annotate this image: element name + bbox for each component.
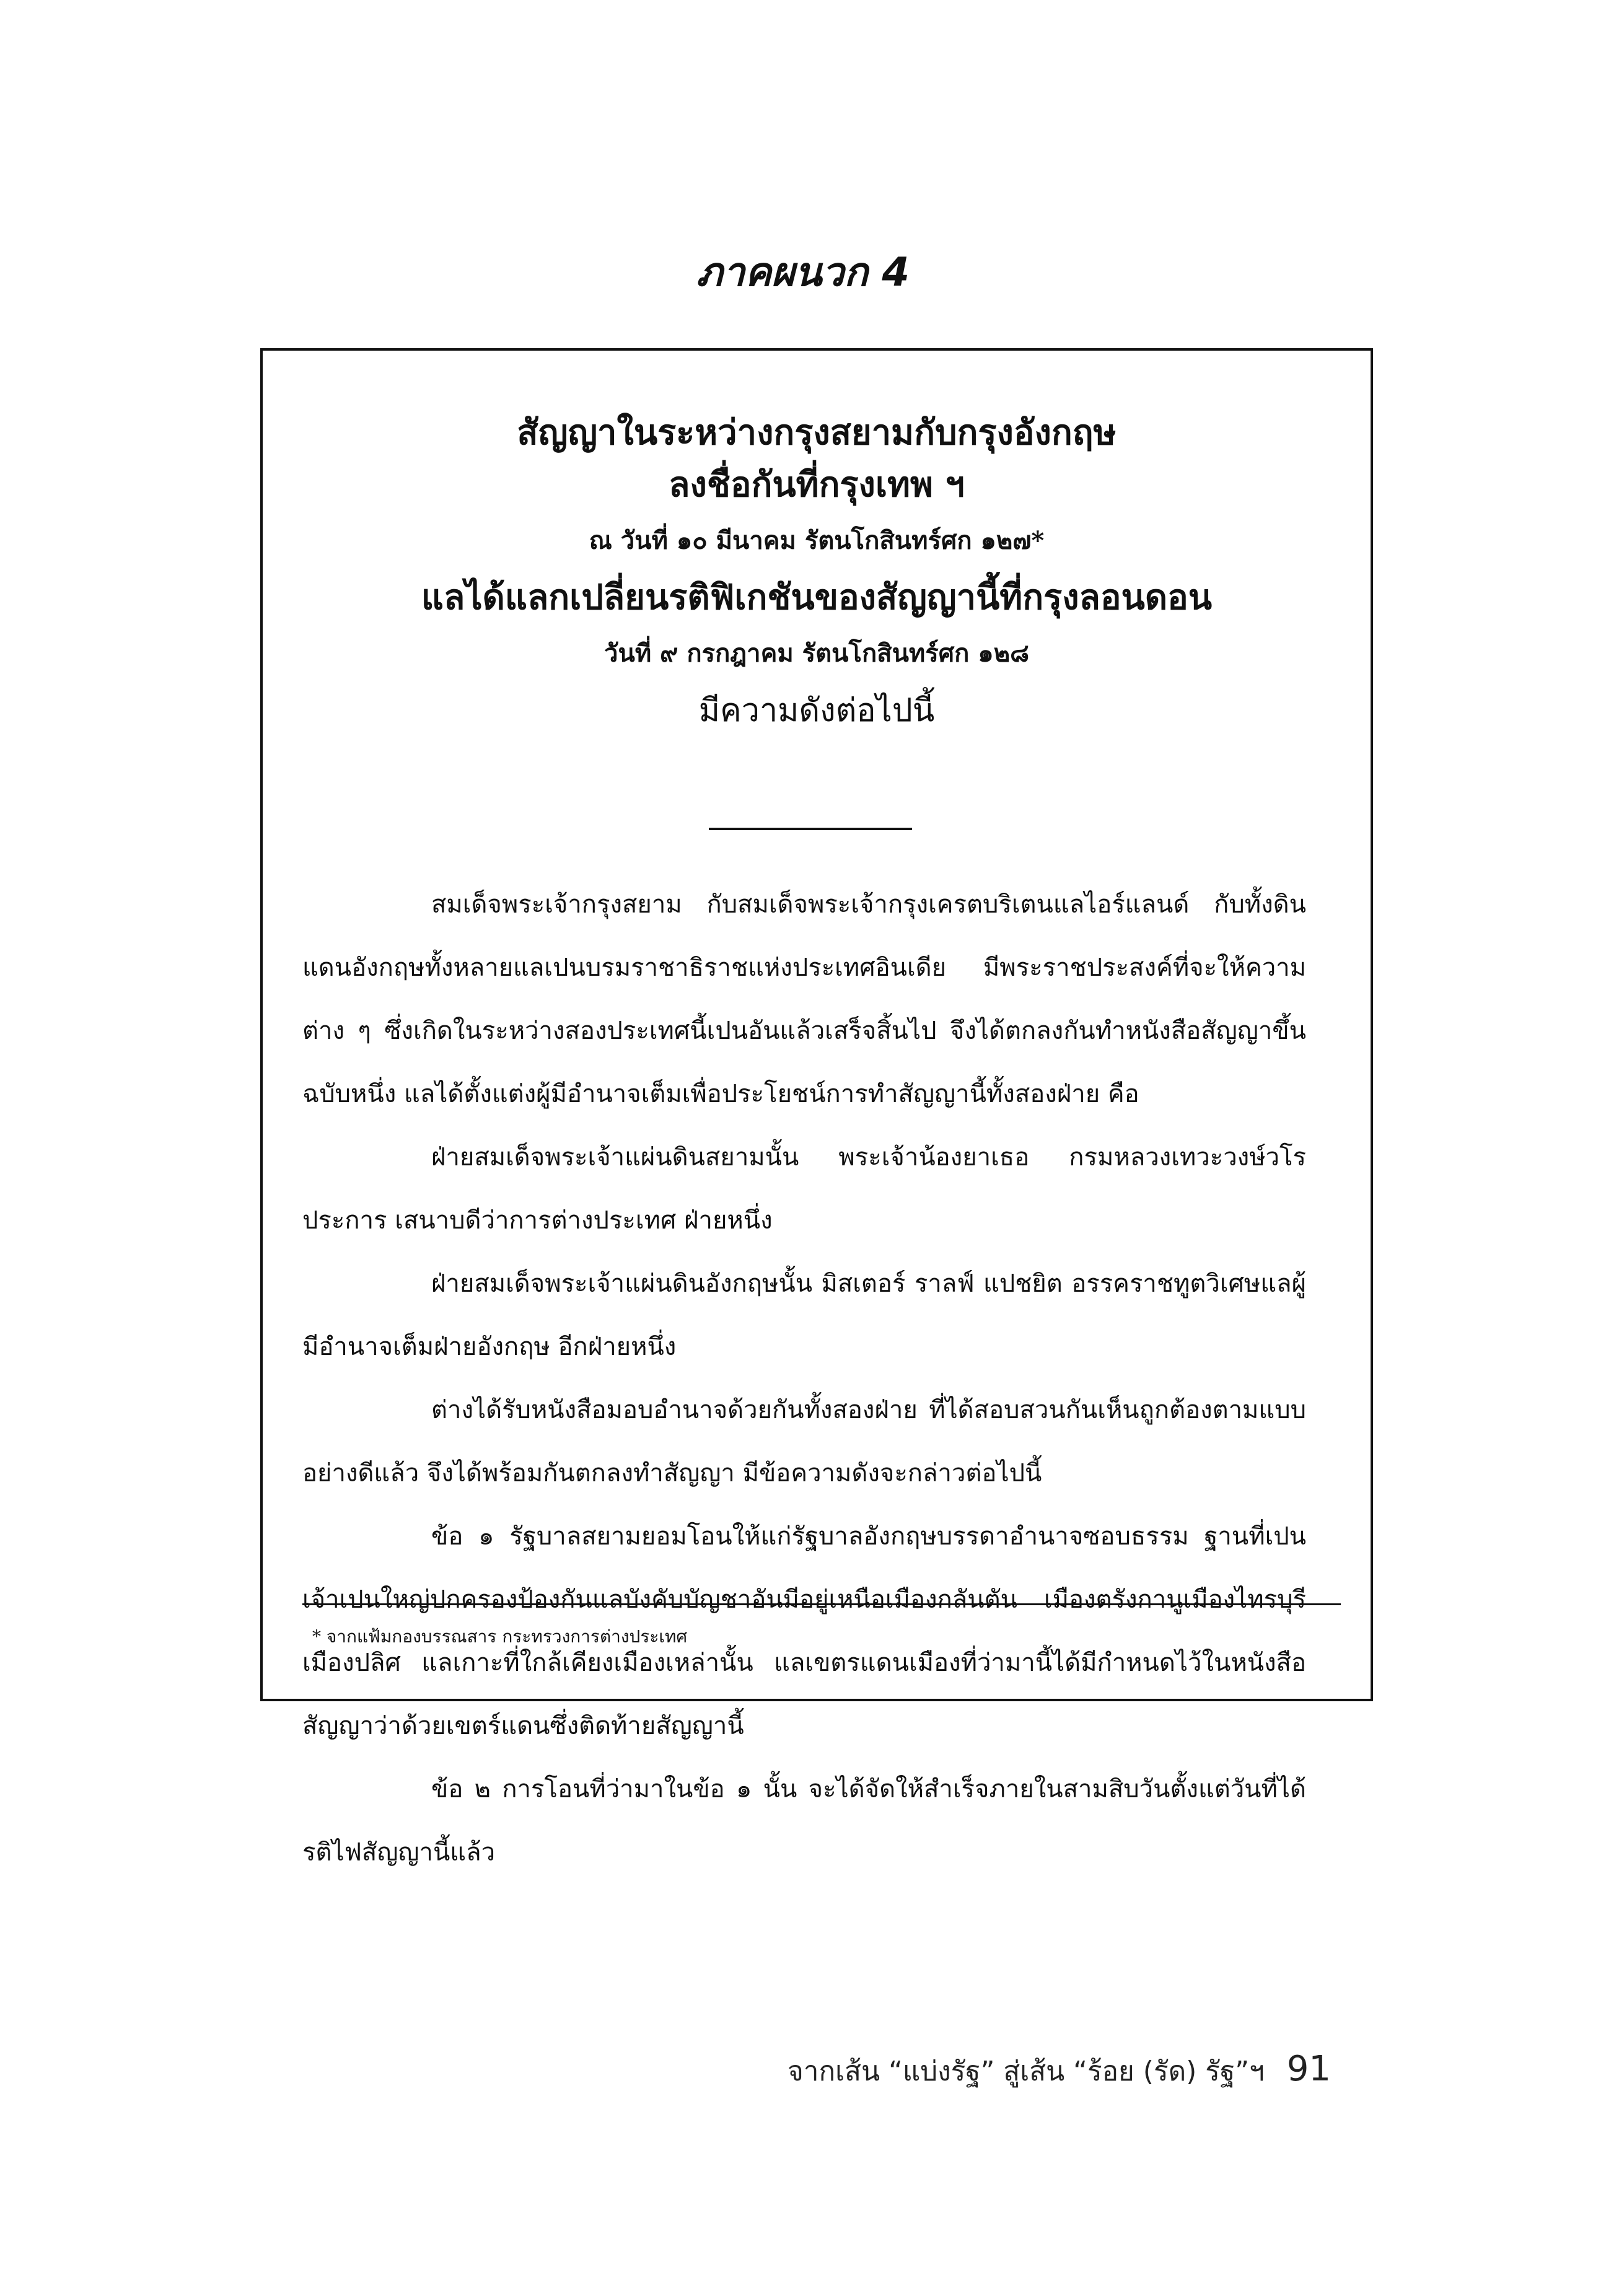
- running-title: จากเส้น “แบ่งรัฐ” สู่เส้น “ร้อย (รัด) รัฐ”ฯ: [788, 2056, 1265, 2087]
- treaty-paragraph: ข้อ ๒ การโอนที่ว่ามาในข้อ ๑ นั้น จะได้จัดให้สำเร็จภายในสามสิบวันตั้งแต่วันที่ได้รติไฟสัญญานี้แล้ว: [302, 1775, 1306, 1867]
- treaty-heading: [263, 406, 1371, 737]
- page-number: 91: [1286, 2049, 1331, 2089]
- footnote-divider: [302, 1603, 1341, 1605]
- treaty-ratification-line: แลได้แลกเปลี่ยนรติฟิเกชันของสัญญานี้ที่กรุงลอนดอน: [421, 577, 1213, 618]
- footnote: * จากแฟ้มกองบรรณสาร กระทรวงการต่างประเทศ: [312, 1626, 688, 1647]
- treaty-title-line-1: สัญญาในระหว่างกรุงสยามกับกรุงอังกฤษ: [517, 412, 1117, 453]
- treaty-paragraph: ฝ่ายสมเด็จพระเจ้าแผ่นดินสยามนั้น พระเจ้าน้องยาเธอ กรมหลวงเทวะวงษ์วโรประการ เสนาบดีว่าการต่างประเทศ ฝ่ายหนึ่ง: [302, 1143, 1306, 1235]
- page-footer: [788, 2044, 1331, 2097]
- treaty-paragraph: ข้อ ๑ รัฐบาลสยามยอมโอนให้แก่รัฐบาลอังกฤษบรรดาอำนาจซอบธรรม ฐานที่เปนเจ้าเปนใหญ่ปกครองป้องกันแลบังคับบัญชาอันมีอยู่เหนือเมืองกลันตัน เมืองตรังกานูเมืองไทรบุรี เมืองปลิศ แลเกาะที่ใกล้เคียงเมืองเหล่านั้น แลเขตรแดนเมืองที่ว่ามานี้ได้มีกำหนดไว้ในหนังสือสัญญาว่าด้วยเขตร์แดนซึ่งติดท้ายสัญญานี้: [302, 1522, 1306, 1740]
- treaty-document-frame: [260, 348, 1373, 1867]
- appendix-title: ภาคผนวก 4: [696, 250, 910, 296]
- treaty-paragraph: ฝ่ายสมเด็จพระเจ้าแผ่นดินอังกฤษนั้น มิสเตอร์ ราลฟ์ แปชยิต อรรคราชทูตวิเศษแลผู้มีอำนาจเต็มฝ่ายอังกฤษ อีกฝ่ายหนึ่ง: [302, 1269, 1306, 1361]
- treaty-body: [302, 873, 1306, 1884]
- treaty-signed-date: ณ วันที่ ๑๐ มีนาคม รัตนโกสินทร์ศก ๑๒๗*: [589, 526, 1045, 555]
- treaty-title-line-2: ลงชื่อกันที่กรุงเทพ ฯ: [669, 464, 965, 505]
- treaty-intro: มีความดังต่อไปนี้: [698, 692, 935, 729]
- treaty-paragraph: สมเด็จพระเจ้ากรุงสยาม กับสมเด็จพระเจ้ากรุงเครตบริเตนแลไอร์แลนด์ กับทั้งดินแดนอังกฤษทั้งหลายแลเปนบรมราชาธิราชแห่งประเทศอินเดีย มีพระราชประสงค์ที่จะให้ความต่าง ๆ ซึ่งเกิดในระหว่างสองประเทศนี้เปนอันแล้วเสร็จสิ้นไป จึงได้ตกลงกันทำหนังสือสัญญาขึ้นฉบับหนึ่ง แลได้ตั้งแต่งผู้มีอำนาจเต็มเพื่อประโยชน์การทำสัญญานี้ทั้งสองฝ่าย คือ: [302, 890, 1306, 1108]
- treaty-ratification-date: วันที่ ๙ กรกฎาคม รัตนโกสินทร์ศก ๑๒๘: [604, 639, 1029, 668]
- heading-divider: [709, 828, 912, 830]
- treaty-paragraph: ต่างได้รับหนังสือมอบอำนาจด้วยกันทั้งสองฝ่าย ที่ได้สอบสวนกันเห็นถูกต้องตามแบบอย่างดีแล้ว จึงได้พร้อมกันตกลงทำสัญญา มีข้อความดังจะกล่าวต่อไปนี้: [302, 1396, 1306, 1488]
